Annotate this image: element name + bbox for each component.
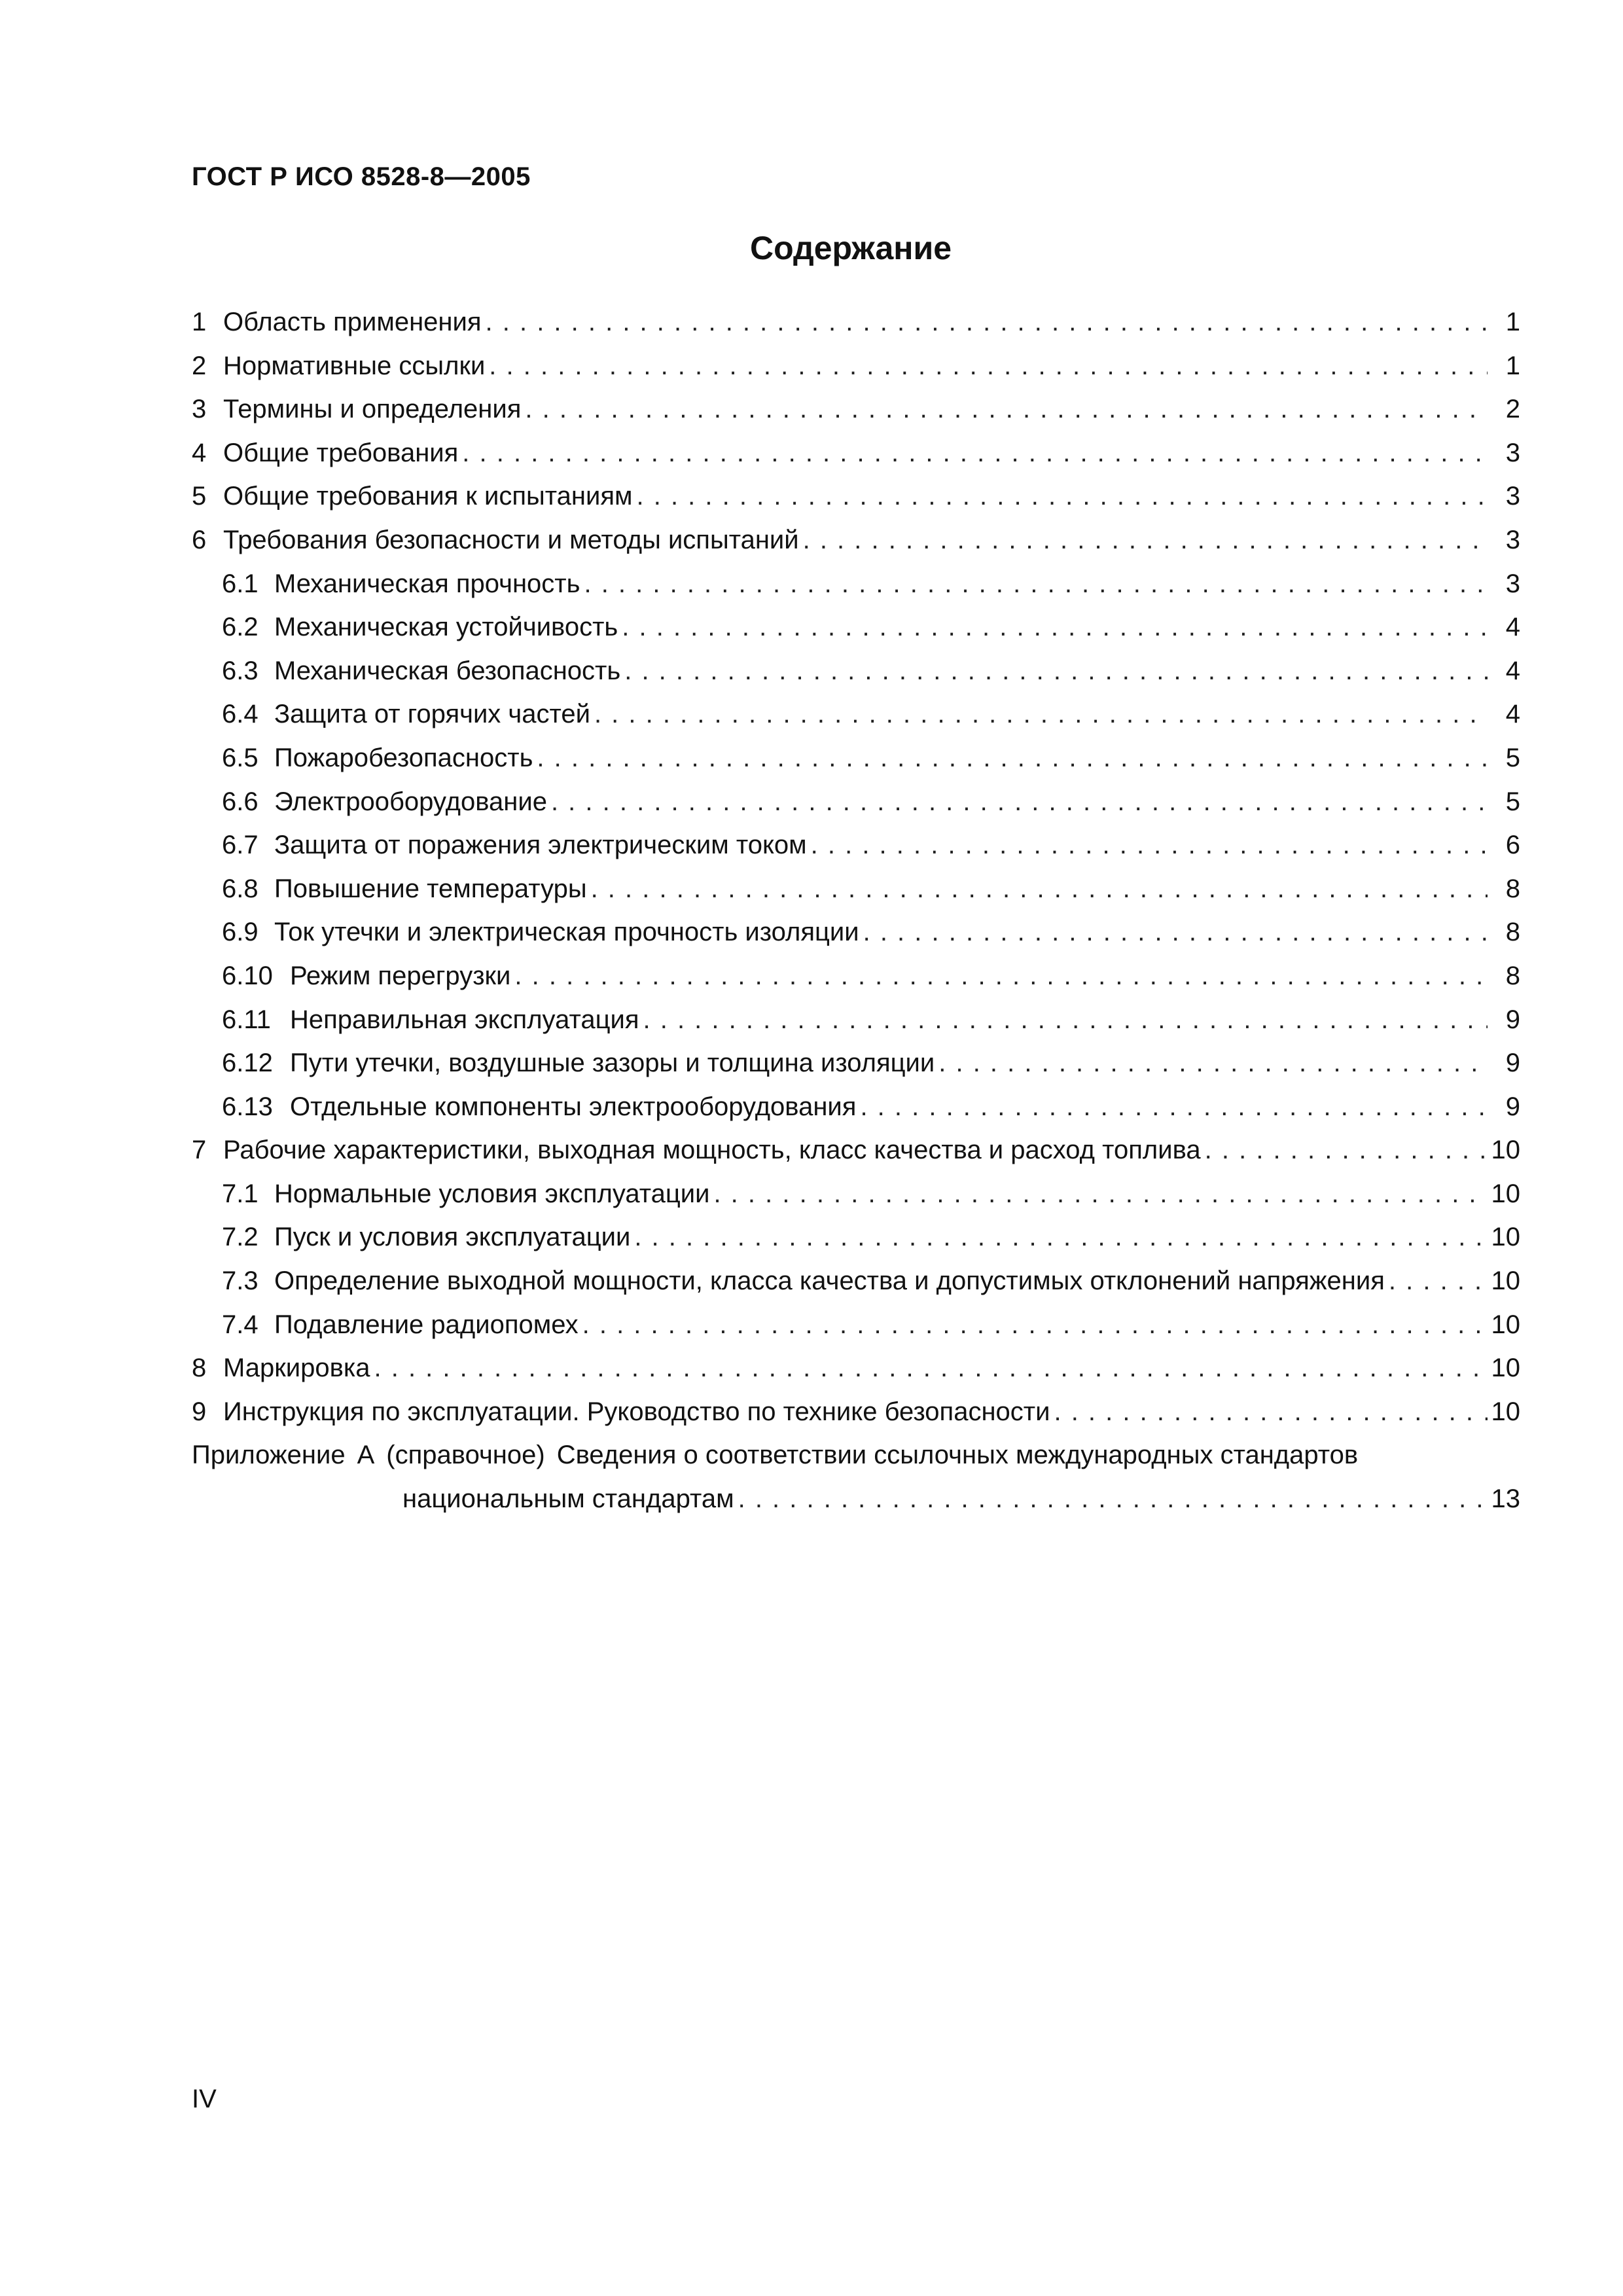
- toc-entry-number: 6.8: [222, 874, 259, 903]
- dot-leader: [738, 1484, 1488, 1514]
- toc-entry-label: Механическая прочность: [274, 569, 580, 598]
- toc-entry-page: 8: [1505, 961, 1520, 990]
- toc-entry-label: Требования безопасности и методы испытаний: [223, 525, 799, 554]
- dot-leader: [584, 569, 1488, 599]
- toc-entry-label: Отдельные компоненты электрооборудования: [290, 1092, 857, 1121]
- dot-leader: [525, 395, 1488, 424]
- toc-entry-label: Режим перегрузки: [290, 961, 511, 990]
- toc-entry[interactable]: [192, 874, 1520, 918]
- toc-entry-page: 3: [1505, 482, 1520, 511]
- annex-title-line1: Сведения о соответствии ссылочных международных стандартов: [556, 1441, 1359, 1470]
- toc-entry-label: Пожаробезопасность: [274, 743, 533, 772]
- toc-entry-number: 6: [192, 525, 207, 554]
- toc-entry-number: 6.10: [222, 961, 273, 990]
- toc-entry-number: 6.5: [222, 743, 259, 772]
- dot-leader: [938, 1049, 1488, 1078]
- toc-entry-number: 1: [192, 308, 207, 336]
- toc-entry[interactable]: [192, 526, 1520, 569]
- toc-entry-number: 6.6: [222, 787, 259, 816]
- toc-entry-page: 4: [1505, 700, 1520, 729]
- toc-entry-number: 6.11: [222, 1005, 271, 1034]
- dot-leader: [514, 961, 1488, 991]
- dot-leader: [811, 831, 1488, 860]
- document-id: ГОСТ Р ИСО 8528-8—2005: [192, 162, 531, 191]
- toc-entry-page: 9: [1505, 1005, 1520, 1034]
- toc-entry-number: 6.1: [222, 569, 259, 598]
- annex-type: (справочное): [386, 1441, 545, 1470]
- annex-heading[interactable]: [192, 1441, 1520, 1484]
- toc-entry-page: 3: [1505, 569, 1520, 598]
- toc-entry-number: 7.2: [222, 1223, 259, 1252]
- toc-entry[interactable]: [192, 308, 1520, 351]
- toc-entry[interactable]: [192, 700, 1520, 744]
- toc-entry-label: Нормативные ссылки: [223, 351, 486, 380]
- dot-leader: [637, 482, 1488, 511]
- toc-entry-number: 6.3: [222, 656, 259, 685]
- toc-entry-page: 10: [1491, 1397, 1520, 1426]
- toc-entry-number: 2: [192, 351, 207, 380]
- toc-entry-label: Защита от горячих частей: [274, 700, 590, 729]
- toc-entry[interactable]: [192, 787, 1520, 831]
- toc-entry[interactable]: [192, 395, 1520, 439]
- dot-leader: [582, 1310, 1488, 1340]
- toc-entry-page: 6: [1505, 831, 1520, 860]
- annex-title-line2: национальным стандартам: [402, 1484, 734, 1514]
- toc-entry-label: Подавление радиопомех: [274, 1310, 579, 1339]
- dot-leader: [489, 351, 1488, 381]
- toc-entry-label: Защита от поражения электрическим током: [274, 831, 807, 860]
- toc-entry-page: 4: [1505, 656, 1520, 685]
- toc-entry-label: Нормальные условия эксплуатации: [274, 1179, 710, 1208]
- toc-entry-page: 9: [1505, 1049, 1520, 1078]
- toc-entry-number: 6.9: [222, 918, 259, 947]
- dot-leader: [374, 1354, 1487, 1383]
- toc-entry-page: 1: [1505, 351, 1520, 380]
- dot-leader: [634, 1223, 1487, 1252]
- toc-entry-number: 3: [192, 395, 207, 424]
- toc-entry[interactable]: [192, 918, 1520, 961]
- toc-entry-page: 9: [1505, 1092, 1520, 1121]
- toc-entry-label: Общие требования к испытаниям: [223, 482, 633, 511]
- toc-entry[interactable]: [192, 439, 1520, 482]
- toc-entry-page: 10: [1491, 1179, 1520, 1208]
- dot-leader: [643, 1005, 1488, 1035]
- toc-entry[interactable]: [192, 961, 1520, 1005]
- toc-entry-number: 8: [192, 1354, 207, 1383]
- toc-entry-label: Пути утечки, воздушные зазоры и толщина изоляции: [290, 1049, 935, 1078]
- toc-entry[interactable]: [192, 351, 1520, 395]
- annex-prefix: Приложение: [192, 1441, 346, 1470]
- dot-leader: [486, 308, 1488, 337]
- dot-leader: [624, 656, 1488, 686]
- dot-leader: [1054, 1397, 1487, 1427]
- dot-leader: [1205, 1136, 1488, 1165]
- table-of-contents: [192, 308, 1520, 1528]
- toc-entry-page: 10: [1491, 1136, 1520, 1165]
- toc-entry-label: Термины и определения: [223, 395, 522, 424]
- toc-entry[interactable]: [192, 831, 1520, 874]
- toc-entry-number: 7.1: [222, 1179, 259, 1208]
- toc-entry-label: Маркировка: [223, 1354, 370, 1383]
- toc-entry-number: 5: [192, 482, 207, 511]
- toc-entry-number: 6.2: [222, 613, 259, 642]
- toc-entry[interactable]: [192, 613, 1520, 656]
- toc-entry-number: 7.3: [222, 1266, 259, 1296]
- page-title: Содержание: [749, 230, 952, 266]
- toc-entry-page: 5: [1505, 743, 1520, 772]
- toc-entry-label: Повышение температуры: [274, 874, 587, 903]
- toc-entry[interactable]: [192, 1092, 1520, 1136]
- page-number: IV: [192, 2085, 217, 2113]
- annex-letter: А: [357, 1441, 375, 1470]
- toc-entry[interactable]: [192, 1179, 1520, 1223]
- toc-entry-number: 4: [192, 438, 207, 467]
- dot-leader: [594, 700, 1488, 729]
- toc-entry[interactable]: [192, 1005, 1520, 1049]
- toc-entry[interactable]: [192, 1266, 1520, 1310]
- toc-entry-page: 1: [1505, 308, 1520, 336]
- dot-leader: [713, 1179, 1487, 1209]
- toc-entry[interactable]: [192, 482, 1520, 526]
- toc-entry[interactable]: [192, 569, 1520, 613]
- toc-entry[interactable]: [192, 1397, 1520, 1441]
- toc-entry-page: 2: [1505, 395, 1520, 424]
- toc-entry-label: Определение выходной мощности, класса качества и допустимых отклонений напряжения: [274, 1266, 1385, 1296]
- dot-leader: [860, 1092, 1488, 1122]
- dot-leader: [591, 874, 1488, 904]
- toc-entry-number: 7: [192, 1136, 207, 1165]
- toc-entry-page: 10: [1491, 1354, 1520, 1383]
- toc-entry-label: Общие требования: [223, 438, 459, 467]
- toc-entry[interactable]: [192, 1223, 1520, 1266]
- dot-leader: [537, 744, 1488, 773]
- annex-page-number: 13: [1491, 1484, 1520, 1514]
- toc-entry-page: 3: [1505, 438, 1520, 467]
- toc-entry-number: 6.7: [222, 831, 259, 860]
- toc-entry-label: Пуск и условия эксплуатации: [274, 1223, 631, 1252]
- toc-entry-number: 7.4: [222, 1310, 259, 1339]
- toc-entry-label: Ток утечки и электрическая прочность изоляции: [274, 918, 859, 947]
- dot-leader: [551, 787, 1488, 817]
- toc-entry-page: 8: [1505, 874, 1520, 903]
- toc-entry-label: Механическая безопасность: [274, 656, 621, 685]
- toc-entry-page: 4: [1505, 613, 1520, 642]
- toc-entry[interactable]: [192, 1136, 1520, 1179]
- dot-leader: [803, 526, 1488, 555]
- dot-leader: [1389, 1266, 1488, 1296]
- toc-entry-label: Неправильная эксплуатация: [290, 1005, 639, 1034]
- toc-entry-label: Механическая устойчивость: [274, 613, 618, 642]
- toc-entry-number: 9: [192, 1397, 207, 1426]
- toc-entry-number: 6.12: [222, 1049, 273, 1078]
- toc-entry[interactable]: [192, 744, 1520, 787]
- dot-leader: [622, 613, 1488, 642]
- dot-leader: [863, 918, 1488, 947]
- toc-entry-page: 3: [1505, 525, 1520, 554]
- toc-entry-page: 10: [1491, 1223, 1520, 1252]
- toc-entry-page: 8: [1505, 918, 1520, 947]
- dot-leader: [462, 439, 1488, 468]
- toc-entry-page: 5: [1505, 787, 1520, 816]
- toc-entry-page: 10: [1491, 1310, 1520, 1339]
- toc-entry[interactable]: [192, 656, 1520, 700]
- toc-entry[interactable]: [192, 1310, 1520, 1354]
- toc-entry-number: 6.4: [222, 700, 259, 729]
- toc-entry[interactable]: [192, 1049, 1520, 1092]
- toc-entry-number: 6.13: [222, 1092, 273, 1121]
- toc-entry-label: Электрооборудование: [274, 787, 547, 816]
- toc-entry-page: 10: [1491, 1266, 1520, 1296]
- toc-entry-label: Область применения: [223, 308, 482, 336]
- toc-entry[interactable]: [192, 1354, 1520, 1397]
- toc-entry-label: Рабочие характеристики, выходная мощность, класс качества и расход топлива: [223, 1136, 1201, 1165]
- toc-entry-label: Инструкция по эксплуатации. Руководство по технике безопасности: [223, 1397, 1050, 1426]
- annex-continuation[interactable]: [192, 1484, 1520, 1528]
